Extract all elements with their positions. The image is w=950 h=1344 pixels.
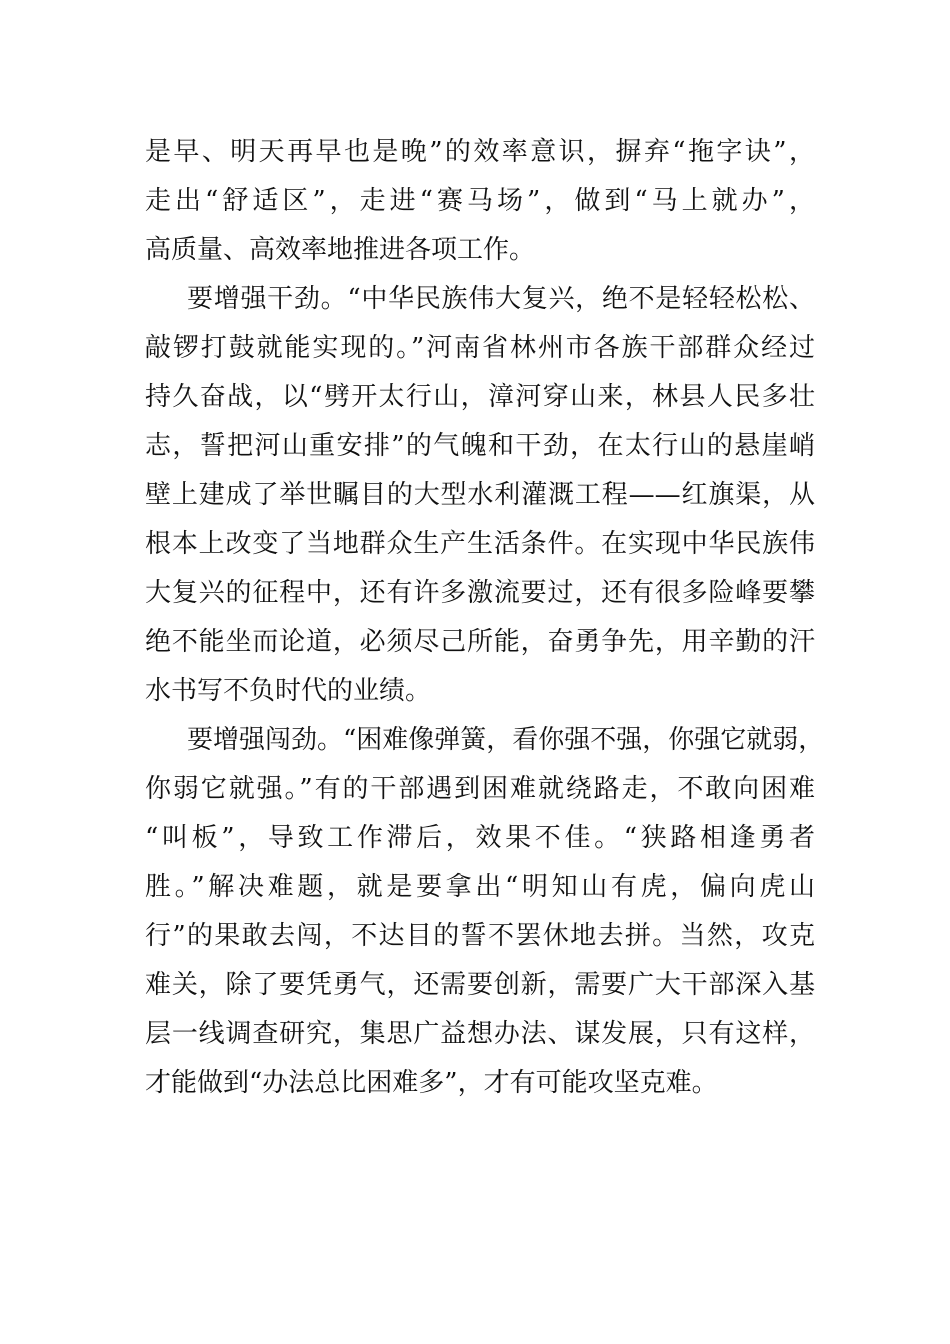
text-line: 要增强干劲。“中华民族伟大复兴，绝不是轻轻松松、 bbox=[187, 284, 815, 314]
text-line: 绝不能坐而论道，必须尽己所能，奋勇争先，用辛勤的汗 bbox=[145, 627, 815, 657]
text-line: 大复兴的征程中，还有许多激流要过，还有很多险峰要攀 bbox=[145, 578, 815, 608]
text-line: 是早、明天再早也是晚”的效率意识，摒弃“拖字诀”， bbox=[145, 137, 815, 167]
text-line: 高质量、高效率地推进各项工作。 bbox=[145, 235, 536, 265]
text-line: 难关，除了要凭勇气，还需要创新，需要广大干部深入基 bbox=[145, 970, 815, 1000]
body-text bbox=[145, 128, 825, 1108]
text-line: 要增强闯劲。“困难像弹簧，看你强不强，你强它就弱， bbox=[187, 725, 825, 755]
text-line: 持久奋战，以“劈开太行山，漳河穿山来，林县人民多壮 bbox=[145, 382, 815, 412]
text-line: 你弱它就强。”有的干部遇到困难就绕路走，不敢向困难 bbox=[145, 774, 815, 804]
text-line: 层一线调查研究，集思广益想办法、谋发展，只有这样， bbox=[145, 1019, 815, 1049]
text-line: 壁上建成了举世瞩目的大型水利灌溉工程——红旗渠，从 bbox=[145, 480, 815, 510]
text-line: “叫板”，导致工作滞后，效果不佳。“狭路相逢勇者 bbox=[145, 823, 815, 853]
text-line: 敲锣打鼓就能实现的。”河南省林州市各族干部群众经过 bbox=[145, 333, 815, 363]
text-line: 行”的果敢去闯，不达目的誓不罢休地去拼。当然，攻克 bbox=[145, 921, 815, 951]
text-line: 志，誓把河山重安排”的气魄和干劲，在太行山的悬崖峭 bbox=[145, 431, 815, 461]
text-line: 走出“舒适区”，走进“赛马场”，做到“马上就办”， bbox=[145, 186, 815, 216]
text-line: 胜。”解决难题，就是要拿出“明知山有虎，偏向虎山 bbox=[145, 872, 815, 902]
text-line: 才能做到“办法总比困难多”，才有可能攻坚克难。 bbox=[145, 1068, 718, 1098]
text-line: 根本上改变了当地群众生产生活条件。在实现中华民族伟 bbox=[145, 529, 815, 559]
text-line: 水书写不负时代的业绩。 bbox=[145, 676, 432, 706]
